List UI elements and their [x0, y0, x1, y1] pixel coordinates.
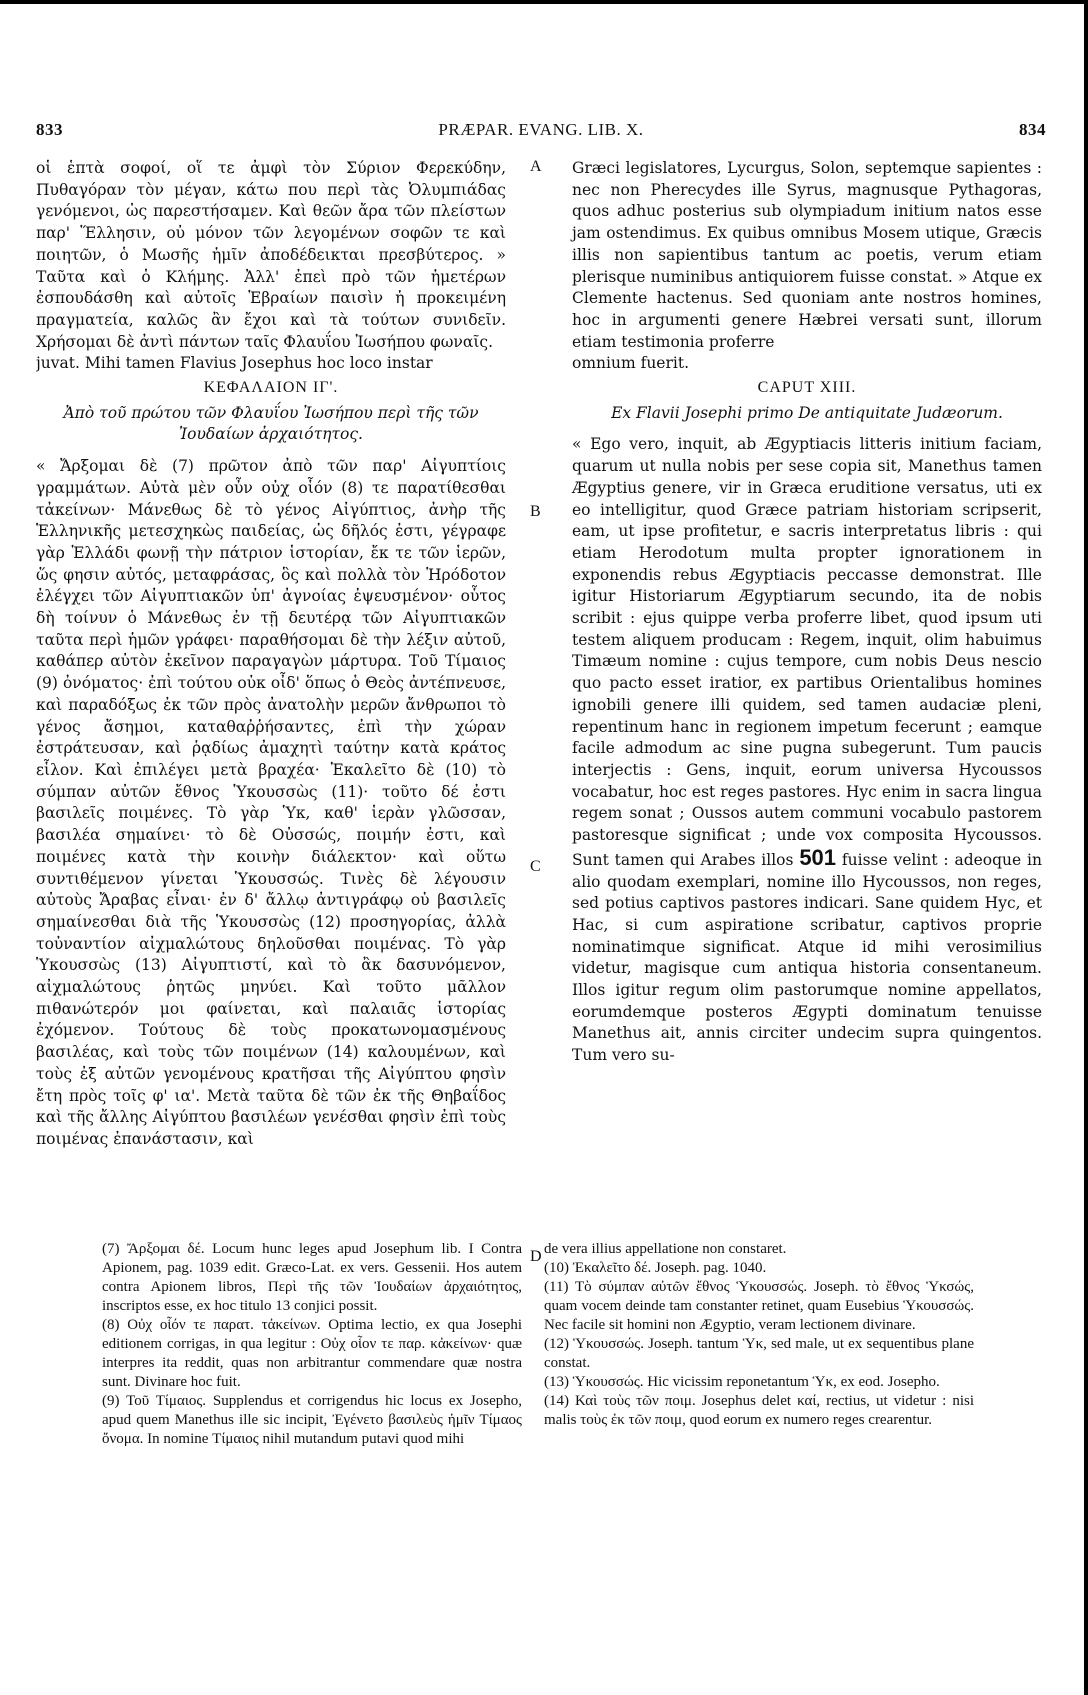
latin-paragraph-2-a: « Ego vero, inquit, ab Ægyptiacis litteris initium faciam, quarum ut nulla nobis per sese copia sit, Manethus tamen Ægyptius genere, vir in Græca eruditione versatus, uti ex eo intelligitur, quod Græce patriam historiam scripserit, eam, ut ipse profitetur, e sacris interpretatus libris : qui etiam Herodotum multa propter ignorationem in exponendis rebus Ægyptiacis peccasse demonstrat. Ille igitur Historiarum Ægyptiarum secundo, ita de nobis scribit : ejus quippe verba proferre libet, quod ipsum uti testem aliquem producam : Regem, inquit, olim habuimus Timæum nomine : cujus tempore, cum nobis Deus nescio quo pacto esset iratior, ex partibus Orientalibus homines ignobili genere illi quidem, sed tamen audaciæ pleni, repentinum hanc in regionem impetum fecerunt ; eamque facile admodum ac sine pugna subegerunt. Tum paucis interjectis : Gens, inquit, eorum universa Hycoussos vocabatur, hoc est reges pastores. Hyc enim in sacra lingua regem sonat ; Oussos autem communi vocabulo pastorem pastoresque significat ; unde vox composita Hycoussos. Sunt tamen qui Arabes illos — [572, 435, 1042, 869]
document-page — [36, 120, 1046, 1650]
greek-chapter-subtitle: Ἀπὸ τοῦ πρώτου τῶν Φλαυΐου Ἰωσήπου περὶ τῆς τῶν Ἰουδαίων ἀρχαιότητος. — [63, 403, 479, 444]
greek-chapter-heading: ΚΕΦΑΛΑΙΟΝ ΙΓ'. — [203, 379, 339, 397]
greek-paragraph-2: « Ἄρξομαι δὲ (7) πρῶτον ἀπὸ τῶν παρ' Αἰγυπτίοις γραμμάτων. Αὐτὰ μὲν οὖν οὐχ οἷόν (8) τε παρατίθεσθαι τἀκείνων· Μάνεθως δὲ τὸ γένος Αἰγύπτιος, ἀνὴρ τῆς Ἑλληνικῆς μετεσχηκὼς παιδείας, ὡς δῆλός ἐστι, γέγραφε γὰρ Ἑλλάδι φωνῇ τὴν πάτριον ἱστορίαν, ἔκ τε τῶν ἱερῶν, ὥς φησιν αὐτός, μεταφράσας, ὃς καὶ πολλὰ τὸν Ἡρόδοτον ἐλέγχει τῶν Αἰγυπτιακῶν ὑπ' ἀγνοίας ἐψευσμένον· οὗτος δὴ τοίνυν ὁ Μάνεθως ἐν τῇ δευτέρᾳ τῶν Αἰγυπτιακῶν ταῦτα περὶ ἡμῶν γράφει· παραθήσομαι δὲ τὴν λέξιν αὐτοῦ, καθάπερ αὐτὸν ἐκεῖνον παραγαγὼν μάρτυρα. Τοῦ Τίμαιος (9) ὀνόματος· ἐπὶ τούτου οὐκ οἶδ' ὅπως ὁ Θεὸς ἀντέπνευσε, καὶ παραδόξως ἐκ τῶν πρὸς ἀνατολὴν μερῶν ἄνθρωποι τὸ γένος ἄσημοι, καταθαῤῥήσαντες, ἐπὶ τὴν χώραν ἐστράτευσαν, καὶ ῥᾳδίως ἀμαχητὶ ταύτην κατὰ κράτος εἷλον. Καὶ ἐπιλέγει μετὰ βραχέα· Ἐκαλεῖτο δὲ (10) τὸ σύμπαν αὐτῶν ἔθνος Ὑκουσσὼς (11)· τοῦτο δέ ἐστι βασιλεῖς ποιμένες. Τὸ γὰρ Ὑκ, καθ' ἱερὰν γλῶσσαν, βασιλέα σημαίνει· τὸ δὲ Οὐσσώς, ποιμήν ἐστι, καὶ ποιμένες κατὰ τὴν κοινὴν διάλεκτον· καὶ οὕτω συντιθέμενον γίνεται Ὑκουσσώς. Τινὲς δὲ λέγουσιν αὐτοὺς Ἄραβας εἶναι· ἐν δ' ἄλλῳ ἀντιγράφῳ οὐ βασιλεῖς σημαίνεσθαι διὰ τῆς Ὑκουσσὼς (12) προσηγορίας, ἀλλὰ τοὐναντίον αἰχμαλώτους δηλοῦσθαι ποιμένας. Τὸ γὰρ Ὑκουσσὼς (13) Αἰγυπτιστί, καὶ τὸ ἂκ δασυνόμενον, αἰχμαλώτους ῥητῶς μηνύει. Καὶ τοῦτο μᾶλλον πιθανώτερόν μοι φαίνεται, καὶ παλαιᾶς ἱστορίας ἐχόμενον. Τούτους δὲ τοὺς προκατωνομασμένους βασιλέας, καὶ τοὺς τῶν ποιμένων (14) καλουμένων, καὶ τοὺς ἐξ αὐτῶν γενομένους κρατῆσαι τῆς Αἰγύπτου φησὶν ἔτη πρὸς τοῖς φ' ια'. Μετὰ ταῦτα δὲ τῶν ἐκ τῆς Θηβαΐδος καὶ τῆς ἄλλης Αἰγύπτου βασιλέων γενέσθαι φησὶν ἐπὶ τοὺς ποιμένας ἐπανάστασιν, καὶ — [36, 457, 506, 1148]
footnote: (12) Ὑκουσσώς. Joseph. tantum Ὑκ, sed male, ut ex sequentibus plane constat. — [544, 1336, 974, 1371]
footnote: (10) Ἐκαλεῖτο δέ. Joseph. pag. 1040. — [544, 1260, 767, 1276]
margin-letter-d: D — [530, 1248, 542, 1265]
footnote: (7) Ἄρξομαι δέ. Locum hunc leges apud Josephum lib. I Contra Apionem, pag. 1039 edit. Græco-Lat. ex vers. Gessenii. Hos autem contra Apionem libros, Περὶ τῆς τῶν Ἰουδαίων ἀρχαιότητος, inscriptos esse, ex hoc titulo 13 conjici possit. — [102, 1241, 522, 1314]
greek-column — [36, 158, 506, 1151]
footnote: (13) Ὑκουσσώς. Hic vicissim reponetantum Ὑκ, ex eod. Josepho. — [544, 1374, 940, 1390]
left-page-number: 833 — [36, 120, 63, 139]
footnotes-right — [544, 1240, 974, 1430]
latin-column — [572, 158, 1042, 1067]
scan-top-edge — [0, 0, 1088, 4]
scan-right-edge — [1084, 0, 1088, 1695]
latin-paragraph-2 — [572, 434, 1042, 1066]
footnote: (8) Οὐχ οἷόν τε παρατ. τἀκείνων. Optima lectio, ex qua Josephi editionem corrigas, in qua legitur : Οὐχ οἷον τε παρ. κἀκείνων· quæ interpres ita reddit, quas non arbitrantur commendare quæ nostra sunt. Divinare hoc fuit. — [102, 1317, 522, 1390]
greek-paragraph-1: οἱ ἑπτὰ σοφοί, οἵ τε ἀμφὶ τὸν Σύριον Φερεκύδην, Πυθαγόραν τὸν μέγαν, κάτω που περὶ τὰς Ὀλυμπιάδας γενόμενοι, ὡς παρεστήσαμεν. Καὶ θεῶν ἄρα τῶν πλείστων παρ' Ἕλλησιν, οὐ μόνον τῶν λεγομένων σοφῶν τε καὶ ποιητῶν, ὁ Μωσῆς ἡμῖν ἀποδέδεικται πρεσβύτερος. » Ταῦτα καὶ ὁ Κλήμης. Ἀλλ' ἐπεὶ πρὸ τῶν ἡμετέρων ἐσπουδάσθη καὶ αὐτοῖς Ἑβραίων παισὶν ἡ προκειμένη πραγματεία, καλῶς ἂν ἔχοι καὶ τὰ τούτων συνιδεῖν. Χρήσομαι δὲ ἀντὶ πάντων ταῖς Φλαυΐου Ἰωσήπου φωναῖς. — [36, 159, 506, 351]
latin-spill-line: juvat. Mihi tamen Flavius Josephus hoc loco instar — [36, 354, 433, 373]
latin-paragraph-1-end: omnium fuerit. — [572, 354, 689, 373]
margin-letter-c: C — [530, 858, 541, 875]
running-header — [36, 120, 1046, 146]
column-number-marker: 501 — [799, 844, 837, 870]
running-title: PRÆPAR. EVANG. LIB. X. — [438, 120, 644, 139]
footnotes — [36, 1240, 1046, 1640]
margin-letter-a: A — [530, 158, 542, 175]
margin-letter-b: B — [530, 503, 541, 520]
footnote: de vera illius appellatione non constaret. — [544, 1241, 787, 1257]
footnote: (9) Τοῦ Τίμαιος. Supplendus et corrigendus hic locus ex Josepho, apud quem Manethus ille sic incipit, Ἐγένετο βασιλεὺς ἡμῖν Τίμαος ὄνομα. In nomine Τίμαιος nihil mutandum putavi quod mihi — [102, 1393, 522, 1447]
footnote: (11) Τὸ σύμπαν αὐτῶν ἔθνος Ὑκουσσώς. Joseph. τὸ ἔθνος Ὑκσώς, quam vocem deinde tam constanter retinet, quam Eusebius Ὑκουσσώς. Nec facile sit homini non Ægyptio, veram lectionem divinare. — [544, 1279, 974, 1333]
latin-chapter-heading: CAPUT XIII. — [757, 379, 857, 397]
latin-chapter-subtitle: Ex Flavii Josephi primo De antiquitate Judæorum. — [611, 403, 1003, 422]
right-page-number: 834 — [1019, 120, 1046, 139]
latin-paragraph-1: Græci legislatores, Lycurgus, Solon, septemque sapientes : nec non Pherecydes ille Syrus, magnusque Pythagoras, quos adhuc posterius sub olympiadum initium natos esse jam ostendimus. Ex quibus omnibus Mosem utique, Græcis illis non sapientibus tantum ac poetis, verum etiam plerisque numinibus antiquiorem fuisse constat. » Atque ex Clemente hactenus. Sed quoniam ante nostros homines, hoc in argumenti genere Hæbrei versati sunt, illorum etiam testimonia proferre — [572, 159, 1042, 351]
footnotes-left — [102, 1240, 522, 1449]
latin-paragraph-2-b: fuisse velint : adeoque in alio quodam exemplari, nomine illo Hycoussos, non reges, sed potius captivos pastores indicari. Sane quidem Hyc, et Hac, si cum aspiratione scribatur, captivos proprie nominatimque significat. Atque id mihi verosimilius videtur, magisque cum antiqua historia consentaneum. Illos igitur regum olim pastorumque nomine appellatos, eorumdemque posteros Ægypti dominatum tenuisse Manethus ait, annis circiter undecim supra quingentos. Tum vero su- — [572, 850, 1043, 1065]
footnote: (14) Καὶ τοὺς τῶν ποιμ. Josephus delet καί, rectius, ut videtur : nisi malis τοὺς ἐκ τῶν ποιμ, quod eorum ex numero reges crearentur. — [544, 1393, 974, 1428]
